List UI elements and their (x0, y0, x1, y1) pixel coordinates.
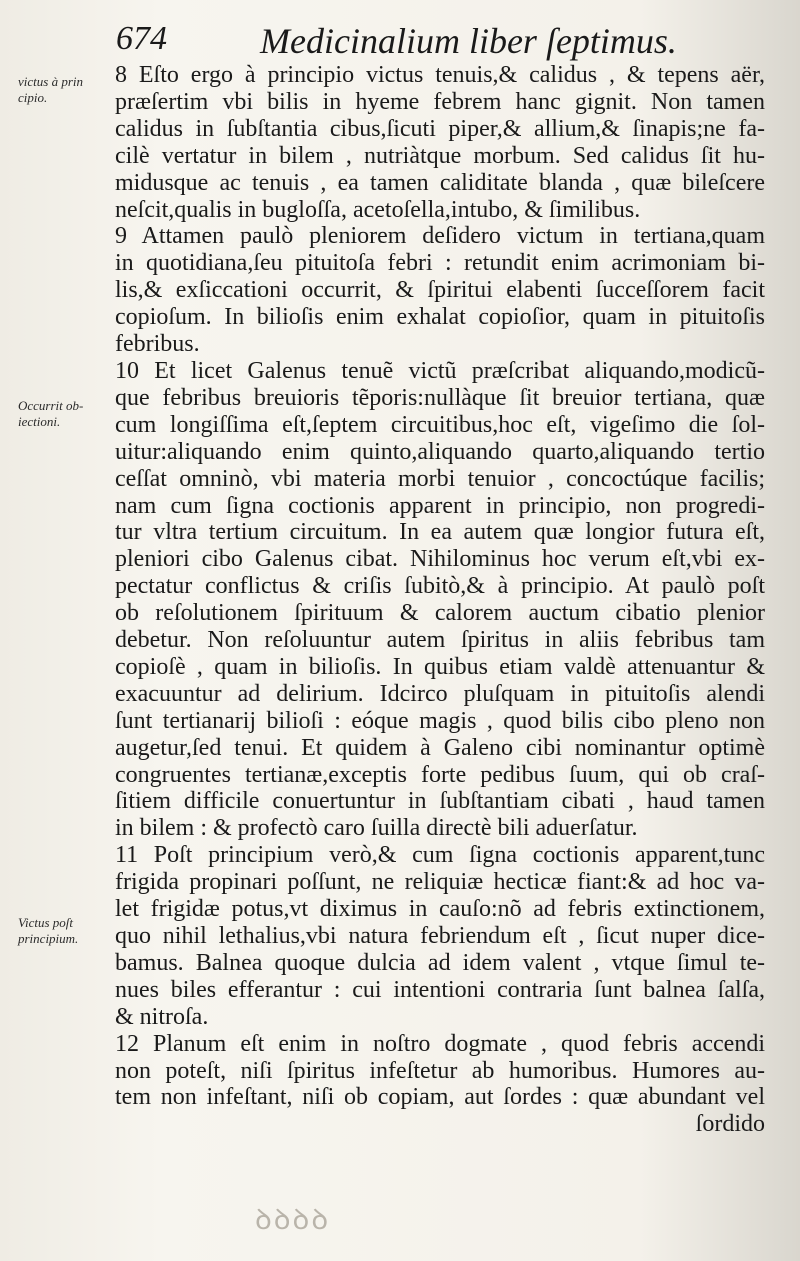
text-line: 10 Et licet Galenus tenuẽ victũ præſcribat aliquando,modicũ- (115, 357, 765, 384)
text-line: quo nihil lethalius,vbi natura febriendum eſt , ſicut nuper dice- (115, 923, 765, 949)
text-line: 12 Planum eſt enim in noſtro dogmate , quod febris accendi (115, 1030, 765, 1057)
text-line: copioſè , quam in bilioſis. In quibus etiam valdè attenuantur & (115, 653, 765, 680)
text-line: 9 Attamen paulò pleniorem deſidero victum in tertiana,quam (115, 223, 765, 250)
text-line: 8 Eſto ergo à principio victus tenuis,& calidus , & tepens aër, (115, 62, 765, 88)
text-line: in quotidiana,ſeu pituitoſa febri : retundit enim acrimoniam bi- (115, 250, 765, 277)
marginal-note-victus-post-principium (18, 915, 113, 947)
marginal-line: principium. (18, 931, 79, 946)
text-line: præſertim vbi bilis in hyeme febrem hanc gignit. Non tamen (115, 88, 765, 115)
text-line: debetur. Non reſoluuntur autem ſpiritus in aliis febribus tam (115, 627, 765, 654)
text-line: bamus. Balnea quoque dulcia ad idem valent , vtque ſimul te- (115, 949, 765, 976)
marginal-line: victus à prin (18, 74, 83, 89)
catchword: ſordido (695, 1111, 765, 1138)
text-line: tem non infeſtant, niſi ob copiam, aut ſordes : quæ abundant vel (115, 1084, 765, 1111)
text-line: augetur,ſed tenui. Et quidem à Galeno cibi nominantur optimè (115, 734, 765, 761)
text-line: cilè vertatur in bilem , nutriàtque morbum. Sed calidus ſit hu- (115, 142, 765, 169)
text-line: 11 Poſt principium verò,& cum ſigna coctionis apparent,tunc (115, 842, 765, 869)
text-line: pleniori cibo Galenus cibat. Nihilominus hoc verum eſt,vbi ex- (115, 546, 765, 573)
text-line: in bilem : & profectò caro ſuilla directè bili aduerſatur. (115, 815, 638, 842)
body-text (115, 62, 765, 1138)
text-line: ſitiem difficile conuertuntur in ſubſtantiam cibati , haud tamen (115, 788, 765, 815)
marginal-line: iectioni. (18, 414, 61, 429)
text-line: lis,& exſiccationi occurrit, & ſpiritui elabenti ſucceſſorem facit (115, 277, 765, 304)
text-line: congruentes tertianæ,exceptis forte pedibus ſuum, qui ob craſ- (115, 761, 765, 788)
text-line: copioſum. In bilioſis enim exhalat copioſior, quam in pituitoſis (115, 304, 765, 331)
text-line: frigida propinari poſſunt, ne reliquiæ hecticæ fiant:& ad hoc va- (115, 869, 765, 896)
text-line: ſunt tertianarij bilioſi : eóque magis , quod bilis cibo pleno non (115, 707, 765, 734)
text-line: exacuuntur ad delirium. Idcirco pluſquam in pituitoſis alendi (115, 680, 765, 707)
text-line: cum longiſſima eſt,ſeptem circuitibus,hoc eſt, vigeſimo die ſol- (115, 411, 765, 438)
text-line: febribus. (115, 331, 200, 358)
text-line: pectatur conflictus & criſis ſubitò,& à principio. At paulò poſt (115, 573, 765, 600)
text-line: let frigidæ potus,vt diximus in cauſo:nõ ad febris extinctionem, (115, 896, 765, 923)
text-line: uitur:aliquando enim quinto,aliquando quarto,aliquando tertio (115, 438, 765, 465)
text-line: nam cum ſigna coctionis apparent in principio, non progredi- (115, 492, 765, 519)
text-line: ob reſolutionem ſpirituum & calorem auctum cibatio plenior (115, 600, 765, 627)
marginal-line: Victus poſt (18, 915, 74, 930)
running-title: Medicinalium liber ſeptimus. (260, 21, 677, 61)
page-number: 674 (116, 20, 167, 57)
text-line: & nitroſa. (115, 1003, 209, 1030)
text-line: nues biles efferantur : cui intentioni contraria ſunt balnea ſalſa, (115, 976, 765, 1003)
text-line: calidus in ſubſtantia cibus,ſicuti piper,& allium,& ſinapis;ne fa- (115, 115, 765, 142)
marginal-note-occurrit-obiectioni (18, 398, 113, 430)
text-line: non poteſt, niſi ſpiritus infeſtetur ab humoribus. Humores au- (115, 1057, 765, 1084)
library-stamp: ꝺꝺꝺꝺ (255, 1205, 331, 1236)
text-line: neſcit,qualis in bugloſſa, acetoſella,intubo, & ſimilibus. (115, 196, 641, 223)
page-header (110, 18, 750, 62)
text-line: midusque ac tenuis , ea tamen caliditate blanda , quæ bileſcere (115, 169, 765, 196)
marginal-line: Occurrit ob- (18, 398, 84, 413)
text-line: tur vltra tertium circuitum. In ea autem quæ longior futura eſt, (115, 519, 765, 546)
marginal-note-victus-a-principio (18, 74, 113, 106)
marginal-line: cipio. (18, 90, 48, 105)
text-line: ceſſat omninò, vbi materia morbi tenuior , concoctúque facilis; (115, 465, 765, 492)
text-line: que febribus breuioris tẽporis:nullàque ſit breuior tertiana, quæ (115, 384, 765, 411)
